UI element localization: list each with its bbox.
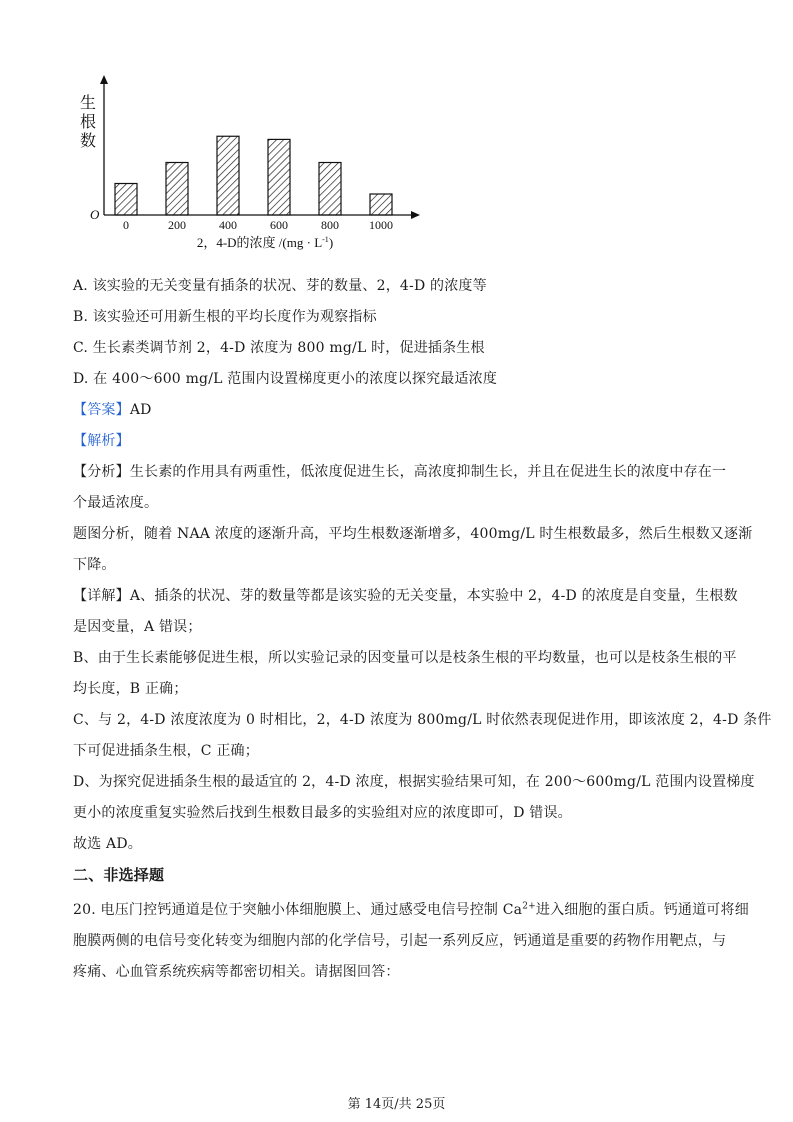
bar — [268, 139, 290, 215]
page-footer: 第 14页/共 25页 — [347, 1097, 446, 1112]
bar — [370, 194, 392, 215]
answer-value: AD — [129, 402, 152, 418]
bar — [319, 163, 341, 216]
fenxi-tag: 【分析】 — [73, 464, 130, 480]
analysis-tag: 【解析】 — [73, 433, 130, 449]
option-c: C. 生长素类调节剂 2，4-D 浓度为 800 mg/L 时，促进插条生根 — [73, 340, 485, 356]
option-a: A. 该实验的无关变量有插条的状况、芽的数量、2，4-D 的浓度等 — [73, 278, 487, 294]
detail-a-line-1: 【详解】A、插条的状况、芽的数量等都是该实验的无关变量，本实验中 2，4-D 的浓度是自变量，生根数 — [73, 588, 738, 604]
fenxi-line-2: 个最适浓度。 — [73, 495, 159, 511]
detail-b-line-1: B、由于生长素能够促进生根，所以实验记录的因变量可以是枝条生根的平均数量，也可以是枝条生根的平 — [73, 650, 737, 666]
x-tick-label: 400 — [219, 218, 237, 232]
x-tick-labels — [123, 218, 393, 232]
y-axis-label — [80, 93, 96, 150]
x-tick-label: 0 — [123, 218, 129, 232]
x-tick-label: 800 — [321, 218, 339, 232]
detail-tag: 【详解】 — [73, 588, 130, 604]
bar — [217, 136, 239, 215]
origin-label: O — [90, 207, 100, 222]
x-tick-label: 1000 — [369, 218, 393, 232]
x-axis-label: 2，4-D的浓度 $/(mg \cdot L^{-1})$ — [196, 235, 334, 250]
chart-bars — [115, 136, 392, 215]
q20-line-2: 胞膜两侧的电信号变化转变为细胞内部的化学信号，引起一系列反应，钙通道是重要的药物作用靶点，与 — [73, 933, 727, 949]
x-tick-label: 200 — [168, 218, 186, 232]
detail-b-line-2: 均长度，B 正确； — [73, 681, 188, 697]
answer-line — [73, 401, 152, 419]
y-axis-arrow — [100, 75, 108, 84]
bar-chart — [70, 70, 430, 255]
bar — [115, 184, 137, 216]
y-label-char: 根 — [80, 112, 97, 131]
x-axis-arrow — [411, 211, 420, 219]
titu-line-1: 题图分析，随着 NAA 浓度的逐渐升高，平均生根数逐渐增多，400mg/L 时生根数最多，然后生根数又逐渐 — [73, 526, 753, 542]
q20-line-1: 20. 电压门控钙通道是位于突触小体细胞膜上、通过感受电信号控制 $Ca^{2+}$进入细胞的蛋白质。钙通道可将细 — [73, 901, 749, 918]
section-title: 二、非选择题 — [73, 866, 165, 884]
bar — [166, 163, 188, 216]
option-d: D. 在 400～600 mg/L 范围内设置梯度更小的浓度以探究最适浓度 — [73, 371, 498, 387]
q20-line-3: 疼痛、心血管系统疾病等都密切相关。请据图回答： — [73, 964, 400, 980]
detail-d-line-2: 更小的浓度重复实验然后找到生根数目最多的实验组对应的浓度即可，D 错误。 — [73, 805, 572, 821]
y-label-char: 数 — [80, 131, 97, 150]
detail-a-line-2: 是因变量，A 错误； — [73, 619, 202, 635]
detail-c-line-1: C、与 2，4-D 浓度浓度为 0 时相比，2，4-D 浓度为 800mg/L 时依然表现促进作用，即该浓度 2，4-D 条件 — [73, 712, 772, 728]
option-b: B. 该实验还可用新生根的平均长度作为观察指标 — [73, 309, 377, 325]
detail-d-line-1: D、为探究促进插条生根的最适宜的 2，4-D 浓度，根据实验结果可知，在 200～600mg/L 范围内设置梯度 — [73, 774, 755, 790]
fenxi-line-1: 【分析】生长素的作用具有两重性，低浓度促进生长，高浓度抑制生长，并且在促进生长的浓度中存在一 — [73, 464, 727, 480]
y-label-char: 生 — [80, 93, 97, 112]
detail-c-line-2: 下可促进插条生根，C 正确； — [73, 743, 259, 759]
x-tick-label: 600 — [270, 218, 288, 232]
conclusion: 故选 AD。 — [73, 836, 142, 852]
answer-tag: 【答案】 — [73, 402, 130, 418]
titu-line-2: 下降。 — [73, 557, 116, 573]
